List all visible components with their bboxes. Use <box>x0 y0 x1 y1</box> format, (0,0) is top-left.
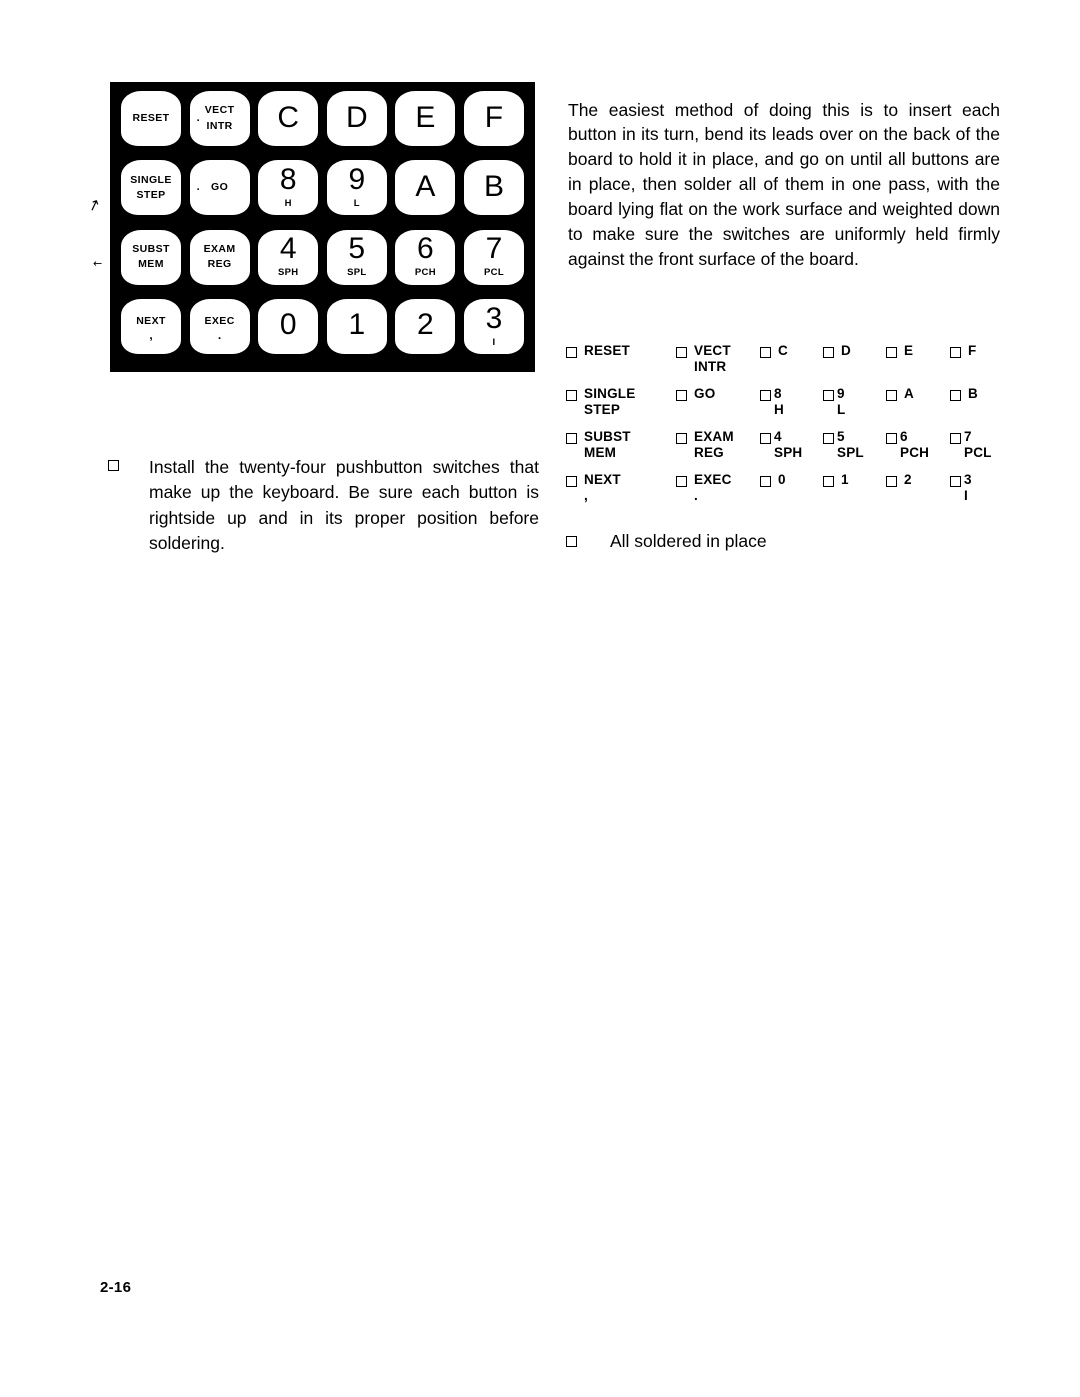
checkbox[interactable] <box>566 476 577 487</box>
keypad-key[interactable] <box>118 158 184 226</box>
checkbox-grid-cell[interactable] <box>566 343 676 359</box>
checkbox[interactable] <box>760 476 771 487</box>
keypad-layout-figure <box>110 82 535 372</box>
keycap-label: NEXT <box>136 315 166 328</box>
checkbox-grid-cell[interactable] <box>950 429 1000 460</box>
keycap-label: B <box>483 169 504 203</box>
checkbox-label: C <box>778 343 788 358</box>
keycap-label: 5 <box>348 232 366 266</box>
keycap-content <box>278 234 298 278</box>
checkbox[interactable] <box>760 390 771 401</box>
keypad-key[interactable] <box>324 89 390 157</box>
keypad-key[interactable] <box>118 89 184 157</box>
keypad-keycap <box>326 90 388 147</box>
checkbox-label: A <box>904 386 914 401</box>
checkbox-label: 0 <box>778 472 786 487</box>
checkbox-grid-cell[interactable] <box>823 472 886 488</box>
checkbox-label: 3 I <box>964 472 972 503</box>
checkbox-install-switches[interactable] <box>108 460 119 471</box>
keycap-label: SUBST MEM <box>132 242 170 271</box>
checkbox[interactable] <box>950 433 961 444</box>
keycap-label: 3 <box>485 301 503 335</box>
keycap-content <box>348 165 365 209</box>
keycap-label: 8 <box>279 163 297 197</box>
checkbox-grid-row <box>566 472 1000 515</box>
checkbox-grid-cell[interactable] <box>823 386 886 417</box>
keycap-dot-marker: · <box>196 115 201 127</box>
keypad-key[interactable] <box>255 89 321 157</box>
checkbox-label: 1 <box>841 472 849 487</box>
keypad-key[interactable] <box>255 228 321 296</box>
keypad-row <box>118 89 527 157</box>
checkbox-grid-cell[interactable] <box>760 472 823 488</box>
keycap-dot-marker: · <box>196 184 201 197</box>
keypad-key[interactable] <box>392 89 458 157</box>
checkbox-grid-cell[interactable] <box>760 386 823 417</box>
checkbox-label: D <box>841 343 851 358</box>
checkbox-label: 9 L <box>837 386 846 417</box>
keycap-label: 7 <box>485 232 503 266</box>
keypad-key[interactable] <box>187 297 253 365</box>
checkbox-label: 4 SPH <box>774 429 803 460</box>
keypad-keycap <box>257 298 319 355</box>
keypad-keycap <box>394 229 456 286</box>
checkbox[interactable] <box>760 347 771 358</box>
keycap-sublabel: H <box>284 198 292 210</box>
checkbox-grid-cell[interactable] <box>676 472 760 503</box>
intro-paragraph: The easiest method of doing this is to insert each button in its turn, bend its leads over on the back of the board to hold it in place, and go on until all buttons are in place, then solder all of them in one pass, with the board lying flat on the work surface and weighted down to make sure the switches are uniformly held firmly against the front surface of the board. <box>568 99 1000 269</box>
keycap-label: E <box>415 100 436 134</box>
checkbox-label: NEXT , <box>584 472 621 503</box>
checkbox-grid-cell[interactable] <box>566 386 676 417</box>
keypad-key[interactable] <box>118 228 184 296</box>
keycap-label: 6 <box>417 232 434 266</box>
keypad-keycap <box>189 229 251 286</box>
keypad-key[interactable] <box>392 158 458 226</box>
keycap-content <box>277 100 300 134</box>
checkbox-grid-cell[interactable] <box>823 343 886 359</box>
keypad-key[interactable] <box>187 228 253 296</box>
keypad-key[interactable] <box>461 228 527 296</box>
keypad-keycap <box>326 159 388 216</box>
keypad-key[interactable] <box>392 228 458 296</box>
keycap-label: D <box>345 100 368 134</box>
keycap-content <box>348 310 365 340</box>
keypad-row <box>118 158 527 226</box>
keycap-label: SINGLE STEP <box>130 173 172 201</box>
keypad-key[interactable] <box>461 89 527 157</box>
keycap-content <box>345 100 368 134</box>
checkbox-grid-cell[interactable] <box>950 343 1000 359</box>
checkbox[interactable] <box>886 347 897 358</box>
keycap-content <box>483 169 504 203</box>
keycap-sublabel: I <box>492 336 496 348</box>
keycap-content <box>417 310 434 340</box>
figure-arrow-pointer-upper: ↗ <box>85 194 104 216</box>
checkbox-grid-cell[interactable] <box>886 343 950 359</box>
keypad-keycap <box>463 159 525 216</box>
checkbox-label: VECT INTR <box>694 343 731 374</box>
keypad-key[interactable] <box>255 158 321 226</box>
keypad-key[interactable] <box>392 297 458 365</box>
keycap-content <box>485 301 503 348</box>
page-number: 2-16 <box>100 1279 132 1296</box>
keycap-content <box>280 165 297 209</box>
keycap-content <box>484 100 504 134</box>
keycap-label: 0 <box>279 308 297 342</box>
keypad-keycap <box>394 298 456 355</box>
checkbox-grid-cell[interactable] <box>886 429 950 460</box>
keypad-keycap <box>120 298 182 355</box>
checkbox[interactable] <box>760 433 771 444</box>
keypad-key[interactable] <box>187 158 253 226</box>
checkbox-label: 5 SPL <box>837 429 864 460</box>
checkbox[interactable] <box>886 476 897 487</box>
keypad-keycap <box>463 298 525 355</box>
keypad-keycap <box>257 159 319 216</box>
checkbox-label: RESET <box>584 343 631 358</box>
checkbox[interactable] <box>566 433 577 444</box>
checkbox[interactable] <box>950 476 961 487</box>
keypad-keycap <box>463 90 525 147</box>
checkbox-grid-cell[interactable] <box>760 343 823 359</box>
keypad-key[interactable] <box>255 297 321 365</box>
checkbox-label: SINGLE STEP <box>584 386 636 417</box>
keycap-label: F <box>484 100 504 134</box>
checkbox-label: 8 H <box>774 386 784 417</box>
keycap-label: EXEC <box>204 315 235 328</box>
checkbox[interactable] <box>886 390 897 401</box>
checkbox-grid-cell[interactable] <box>676 386 760 402</box>
keypad-key[interactable] <box>324 228 390 296</box>
keycap-punctuation: . <box>217 327 222 342</box>
keycap-sublabel: SPL <box>347 267 367 279</box>
keypad-keycap <box>394 159 456 216</box>
keypad-keycap <box>120 159 182 216</box>
checkbox-label: GO <box>694 386 716 401</box>
keypad-key[interactable] <box>118 297 184 365</box>
keycap-label: A <box>415 169 436 203</box>
checkbox-grid-cell[interactable] <box>950 386 1000 402</box>
checkbox[interactable] <box>676 476 687 487</box>
keycap-label: GO <box>211 181 229 194</box>
keycap-content <box>415 100 436 134</box>
keypad-key[interactable] <box>187 89 253 157</box>
checkbox[interactable] <box>950 347 961 358</box>
keycap-label: RESET <box>132 111 170 124</box>
checkbox-label: 7 PCL <box>964 429 992 460</box>
checkbox[interactable] <box>886 433 897 444</box>
all-soldered-label: All soldered in place <box>610 531 767 551</box>
keypad-key[interactable] <box>461 158 527 226</box>
keypad-keycap <box>120 229 182 286</box>
checkbox-label: SUBST MEM <box>584 429 631 460</box>
checkbox[interactable] <box>823 390 834 401</box>
keycap-content <box>347 234 366 278</box>
keypad-keycap <box>189 90 251 147</box>
keypad-row <box>118 297 527 365</box>
keycap-sublabel: PCH <box>414 267 436 279</box>
checkbox-label: 6 PCH <box>900 429 930 460</box>
checkbox-grid-row <box>566 386 1000 429</box>
checkbox-label: B <box>968 386 978 401</box>
keycap-sublabel: PCL <box>484 267 504 279</box>
all-soldered-checklist-item[interactable] <box>566 530 767 553</box>
figure-arrow-pointer-lower: ← <box>93 257 103 270</box>
keycap-label: 4 <box>279 232 297 266</box>
checkbox-grid-cell[interactable] <box>886 386 950 402</box>
keycap-label: 2 <box>417 308 434 342</box>
keypad-keycap <box>326 229 388 286</box>
keypad-keycap <box>189 298 251 355</box>
checkbox-label: EXEC . <box>694 472 732 503</box>
checkbox-grid-cell[interactable] <box>566 472 676 503</box>
install-switches-text: Install the twenty-four pushbutton switches that make up the keyboard. Be sure each button is rightside up and in its proper position before soldering. <box>149 457 539 554</box>
keypad-keycap <box>257 229 319 286</box>
install-switches-checklist-item[interactable] <box>108 455 540 557</box>
keypad-key[interactable] <box>324 158 390 226</box>
keypad-keycap <box>257 90 319 147</box>
checkbox-all-soldered[interactable] <box>566 536 577 547</box>
keycap-label: 1 <box>348 308 366 342</box>
keycap-sublabel: SPH <box>277 267 299 279</box>
keycap-label: EXAM REG <box>203 242 236 271</box>
keycap-content <box>280 310 297 340</box>
keycap-content <box>415 234 436 278</box>
checkbox-grid-cell[interactable] <box>566 429 676 460</box>
keypad-keycap <box>326 298 388 355</box>
checkbox-grid-cell[interactable] <box>823 429 886 460</box>
keypad-keycap <box>189 159 251 216</box>
checkbox[interactable] <box>823 476 834 487</box>
checkbox-grid-cell[interactable] <box>950 472 1000 503</box>
checkbox[interactable] <box>823 347 834 358</box>
keycap-content <box>415 169 436 203</box>
checkbox-grid-cell[interactable] <box>676 343 760 374</box>
keycap-content <box>484 234 504 278</box>
checkbox[interactable] <box>676 347 687 358</box>
keycap-punctuation: , <box>149 327 153 342</box>
checkbox-grid-cell[interactable] <box>886 472 950 488</box>
switch-checkbox-grid <box>566 343 1000 515</box>
keypad-key[interactable] <box>324 297 390 365</box>
checkbox-label: E <box>904 343 914 358</box>
checkbox-label: EXAM REG <box>694 429 734 460</box>
keypad-keycap <box>120 90 182 147</box>
keypad-row <box>118 228 527 296</box>
checkbox[interactable] <box>676 433 687 444</box>
keycap-label: C <box>277 100 300 134</box>
keypad-keycap <box>463 229 525 286</box>
checkbox[interactable] <box>823 433 834 444</box>
keycap-label: VECT INTR <box>204 104 235 132</box>
checkbox[interactable] <box>950 390 961 401</box>
keypad-keycap <box>394 90 456 147</box>
keycap-label: 9 <box>348 163 366 197</box>
checkbox-grid-row <box>566 343 1000 386</box>
keypad-key[interactable] <box>461 297 527 365</box>
checkbox-label: F <box>968 343 977 358</box>
checkbox-label: 2 <box>904 472 912 487</box>
checkbox-grid-cell[interactable] <box>760 429 823 460</box>
checkbox[interactable] <box>566 390 577 401</box>
checkbox[interactable] <box>566 347 577 358</box>
checkbox[interactable] <box>676 390 687 401</box>
keycap-sublabel: L <box>353 198 360 210</box>
checkbox-grid-cell[interactable] <box>676 429 760 460</box>
checkbox-grid-row <box>566 429 1000 472</box>
